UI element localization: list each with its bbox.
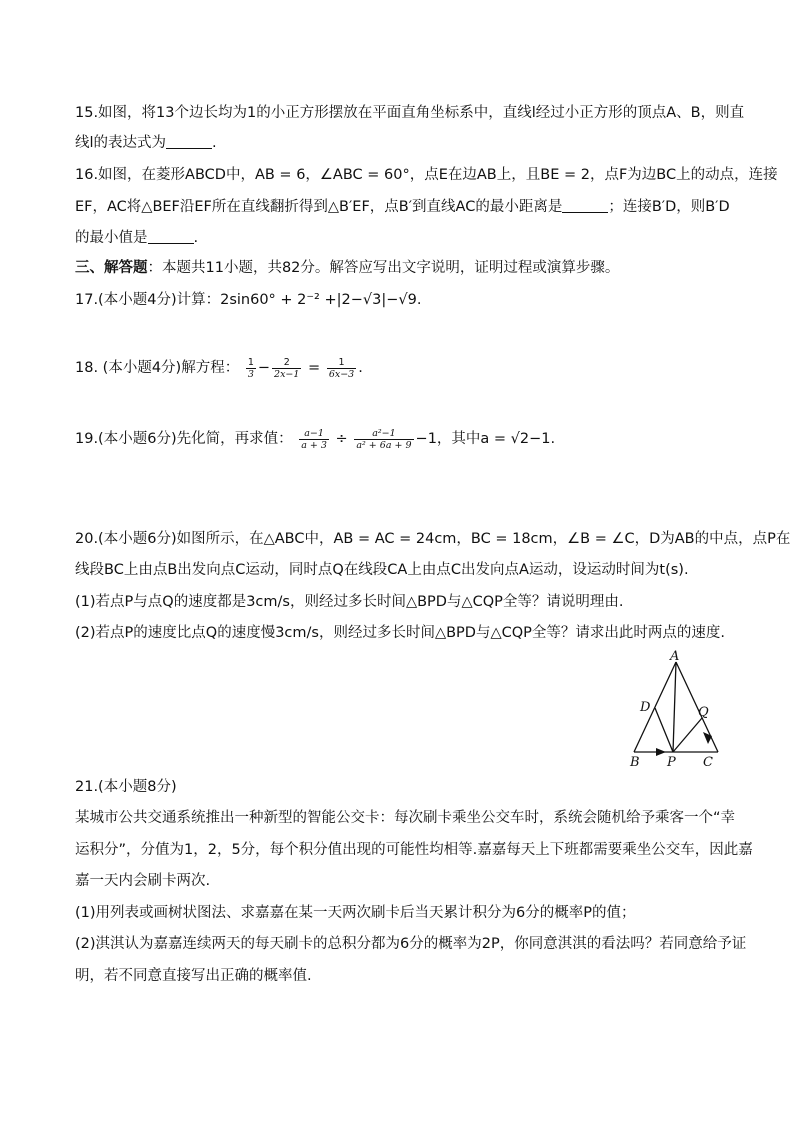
q20-line-3: (1)若点P与点Q的速度都是3cm/s，则经过多长时间△BPD与△CQP全等？请说明理由.: [75, 594, 624, 610]
fraction-denominator: 2x−1: [274, 368, 300, 380]
q15-line-2: [75, 133, 217, 153]
fraction-numerator: a−1: [299, 428, 329, 440]
q18-minus: −: [257, 360, 271, 376]
q16-line-1: 16.如图，在菱形ABCD中，AB = 6，∠ABC = 60°，点E在边AB上，且BE = 2，点F为边BC上的动点，连接: [75, 167, 778, 183]
q20-line-1: 20.(本小题6分)如图所示，在△ABC中，AB = AC = 24cm，BC = 18cm，∠B = ∠C，D为AB的中点，点P在: [75, 531, 791, 547]
q21-line-2: 运积分”，分值为1，2，5分，每个积分值出现的可能性均相等.嘉嘉每天上下班都需要乘坐公交车，因此嘉: [75, 842, 753, 858]
q21-line-5: (2)淇淇认为嘉嘉连续两天的每天刷卡的总积分都为6分的概率为2P，你同意淇淇的看法吗？若同意给予证: [75, 936, 747, 952]
q17-line: 17.(本小题4分)计算：2sin60° + 2⁻² +|2−√3|−√9.: [75, 292, 422, 308]
q19-prefix: 19.(本小题6分)先化简，再求值：: [75, 431, 293, 447]
label-B: B: [630, 755, 640, 770]
q19-divide: ÷: [335, 431, 348, 447]
segment-AP: [673, 662, 676, 752]
fraction-numerator: 1: [327, 357, 356, 369]
answer-blank: [166, 134, 212, 149]
q21-line-3: 嘉一天内会刷卡两次.: [75, 873, 211, 889]
section-3-heading: [75, 258, 619, 278]
fraction-numerator: a²−1: [354, 428, 413, 440]
fraction-denominator: a + 3: [301, 439, 327, 451]
q16-line-3: [75, 228, 198, 248]
section-3-instructions: ：本题共11小题，共82分。解答应写出文字说明，证明过程或演算步骤。: [147, 260, 620, 276]
q18-prefix: 18. (本小题4分)解方程：: [75, 360, 240, 376]
q18-fraction-2: [272, 357, 301, 380]
answer-blank: [562, 198, 608, 213]
q18-fraction-1: [246, 357, 256, 380]
section-3-title: 三、解答题: [75, 260, 148, 276]
q16-line-2: [75, 197, 730, 217]
label-C: C: [703, 755, 713, 770]
q21-line-1: 某城市公共交通系统推出一种新型的智能公交卡：每次刷卡乘坐公交车时，系统会随机给予乘客一个“幸: [75, 810, 736, 826]
label-Q: Q: [698, 705, 709, 720]
q20-line-2: 线段BC上由点B出发向点C运动，同时点Q在线段CA上由点C出发向点A运动，设运动时间为t(s).: [75, 562, 689, 578]
q16-line-3-end: .: [193, 230, 199, 246]
label-D: D: [640, 700, 651, 715]
q19-fraction-2: [354, 428, 413, 451]
arrow-right-icon: [656, 748, 666, 756]
q15-line-1: 15.如图，将13个边长均为1的小正方形摆放在平面直角坐标系中，直线l经过小正方形的顶点A、B，则直: [75, 105, 745, 121]
q19-line: [75, 425, 555, 453]
triangle-figure: [620, 648, 730, 770]
q20-line-4: (2)若点P的速度比点Q的速度慢3cm/s，则经过多长时间△BPD与△CQP全等？请求出此时两点的速度.: [75, 625, 726, 641]
q18-equals: =: [308, 360, 321, 376]
segment-AC: [676, 662, 718, 752]
q21-header: 21.(本小题8分): [75, 779, 177, 795]
q16-line-2-text: EF，AC将△BEF沿EF所在直线翻折得到△B′EF，点B′到直线AC的最小距离是: [75, 199, 563, 215]
q19-suffix: −1，其中a = √2−1.: [415, 431, 556, 447]
segment-PQ: [673, 718, 702, 752]
q16-line-3-text: 的最小值是: [75, 230, 148, 246]
fraction-denominator: a² + 6a + 9: [356, 439, 412, 451]
fraction-denominator: 3: [247, 368, 254, 380]
arrow-up-icon: [703, 732, 712, 744]
fraction-numerator: 2: [272, 357, 301, 369]
answer-blank: [148, 229, 194, 244]
q18-line: [75, 355, 363, 381]
fraction-denominator: 6x−3: [328, 368, 355, 380]
q18-end: .: [358, 360, 363, 376]
q15-line-2-end: .: [212, 135, 217, 151]
q19-fraction-1: [299, 428, 329, 451]
q16-line-2-end: ；连接B′D，则B′D: [608, 199, 730, 215]
q18-fraction-3: [327, 357, 356, 380]
q21-line-4: (1)用列表或画树状图法、求嘉嘉在某一天两次刷卡后当天累计积分为6分的概率P的值；: [75, 905, 636, 921]
segment-DP: [655, 708, 673, 752]
q15-line-2-text: 线l的表达式为: [75, 135, 167, 151]
q21-line-6: 明，若不同意直接写出正确的概率值.: [75, 968, 312, 984]
fraction-numerator: 1: [247, 356, 254, 368]
label-A: A: [670, 649, 680, 664]
label-P: P: [667, 755, 676, 770]
